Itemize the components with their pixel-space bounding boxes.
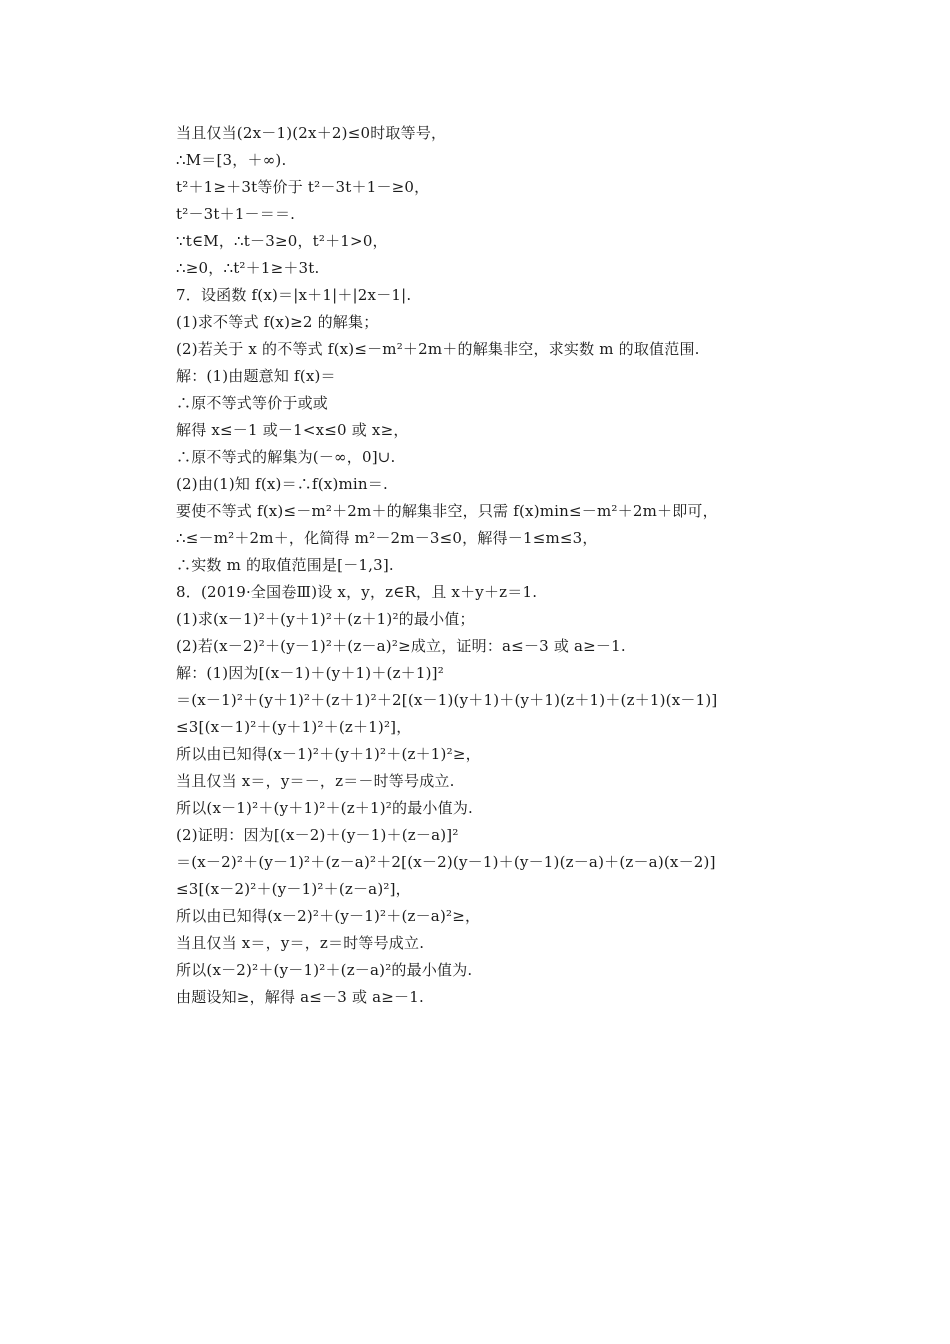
problem-7-title: 7．设函数 f(x)＝|x＋1|＋|2x－1|. bbox=[176, 286, 412, 304]
text-line: ≤3[(x－2)²＋(y－1)²＋(z－a)²]， bbox=[176, 880, 411, 898]
text-line: 要使不等式 f(x)≤－m²＋2m＋的解集非空，只需 f(x)min≤－m²＋2m＋即可， bbox=[176, 502, 718, 520]
problem-8-title: 8．(2019·全国卷Ⅲ)设 x，y，z∈R，且 x＋y＋z＝1. bbox=[176, 583, 538, 601]
document-body bbox=[176, 120, 816, 1011]
text-line: 当且仅当(2x－1)(2x＋2)≤0时取等号， bbox=[176, 124, 447, 142]
text-line: 解：(1)因为[(x－1)＋(y＋1)＋(z＋1)]² bbox=[176, 664, 444, 682]
text-line: (1)求(x－1)²＋(y＋1)²＋(z＋1)²的最小值； bbox=[176, 610, 475, 628]
text-line: (2)由(1)知 f(x)＝∴f(x)min＝. bbox=[176, 475, 388, 493]
text-line: 当且仅当 x＝，y＝，z＝时等号成立. bbox=[176, 934, 425, 952]
text-line: ∴≥0，∴t²＋1≥＋3t. bbox=[176, 259, 320, 277]
text-line: 由题设知≥，解得 a≤－3 或 a≥－1. bbox=[176, 988, 424, 1006]
text-line: ∴原不等式等价于或或 bbox=[176, 394, 329, 412]
text-line: ∴≤－m²＋2m＋，化简得 m²－2m－3≤0，解得－1≤m≤3， bbox=[176, 529, 598, 547]
text-line: (2)若(x－2)²＋(y－1)²＋(z－a)²≥成立，证明：a≤－3 或 a≥－1. bbox=[176, 637, 626, 655]
text-line: 当且仅当 x＝，y＝－，z＝－时等号成立. bbox=[176, 772, 455, 790]
text-line: ≤3[(x－1)²＋(y＋1)²＋(z＋1)²]， bbox=[176, 718, 412, 736]
text-line: 解：(1)由题意知 f(x)＝ bbox=[176, 367, 336, 385]
text-line: 所以由已知得(x－2)²＋(y－1)²＋(z－a)²≥， bbox=[176, 907, 481, 925]
text-line: (2)证明：因为[(x－2)＋(y－1)＋(z－a)]² bbox=[176, 826, 459, 844]
text-line: ∴原不等式的解集为(－∞，0]∪. bbox=[176, 448, 396, 466]
text-line: t²－3t＋1－＝＝. bbox=[176, 205, 296, 223]
text-line: ∵t∈M，∴t－3≥0，t²＋1>0， bbox=[176, 232, 388, 250]
text-line: 解得 x≤－1 或－1<x≤0 或 x≥， bbox=[176, 421, 409, 439]
text-line: 所以(x－1)²＋(y＋1)²＋(z＋1)²的最小值为. bbox=[176, 799, 473, 817]
text-line: ∴M＝[3，＋∞). bbox=[176, 151, 287, 169]
text-line: 所以由已知得(x－1)²＋(y＋1)²＋(z＋1)²≥， bbox=[176, 745, 481, 763]
text-line: ＝(x－1)²＋(y＋1)²＋(z＋1)²＋2[(x－1)(y＋1)＋(y＋1)(z＋1)＋(z＋1)(x－1)] bbox=[176, 691, 718, 709]
text-line: (2)若关于 x 的不等式 f(x)≤－m²＋2m＋的解集非空，求实数 m 的取值范围. bbox=[176, 340, 700, 358]
text-line: ∴实数 m 的取值范围是[－1,3]. bbox=[176, 556, 394, 574]
text-line: 所以(x－2)²＋(y－1)²＋(z－a)²的最小值为. bbox=[176, 961, 473, 979]
text-line: (1)求不等式 f(x)≥2 的解集； bbox=[176, 313, 379, 331]
text-line: ＝(x－2)²＋(y－1)²＋(z－a)²＋2[(x－2)(y－1)＋(y－1)(z－a)＋(z－a)(x－2)] bbox=[176, 853, 716, 871]
text-line: t²＋1≥＋3t等价于 t²－3t＋1－≥0， bbox=[176, 178, 430, 196]
